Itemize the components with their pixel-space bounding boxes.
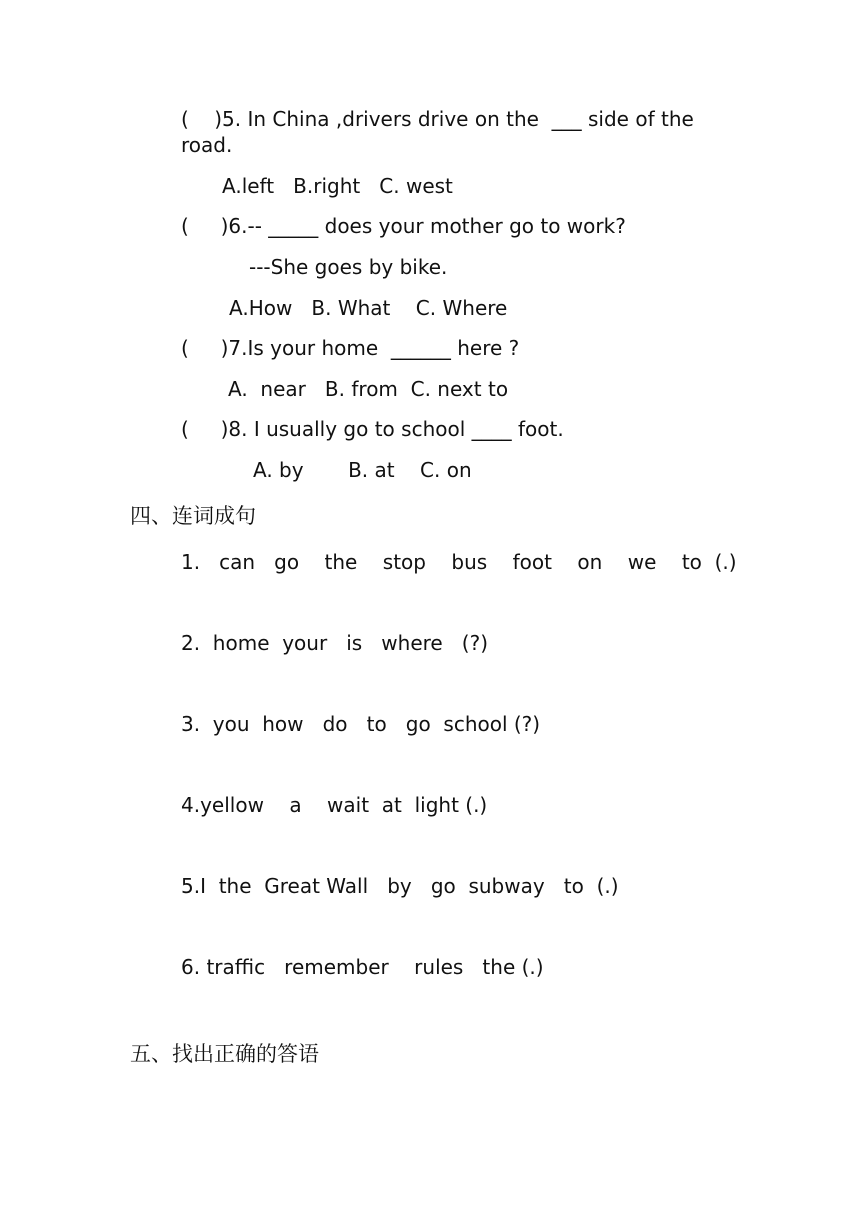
q8-options: A. by B. at C. on (253, 458, 472, 482)
s4-item-3: 3. you how do to go school (?) (181, 712, 541, 736)
q7-options: A. near B. from C. next to (228, 377, 509, 401)
s4-item-4: 4.yellow a wait at light (.) (181, 793, 488, 817)
s4-item-2: 2. home your is where (?) (181, 631, 489, 655)
q6-options: A.How B. What C. Where (229, 296, 508, 320)
q6-stem: ( )6.-- _____ does your mother go to work? (181, 214, 626, 238)
q7-stem: ( )7.Is your home ______ here ? (181, 336, 520, 360)
s4-item-5: 5.I the Great Wall by go subway to (.) (181, 874, 619, 898)
q8-stem: ( )8. I usually go to school ____ foot. (181, 417, 564, 441)
q5-options: A.left B.right C. west (222, 174, 453, 198)
q5-stem: ( )5. In China ,drivers drive on the ___ side of the (181, 107, 694, 131)
q5-stem-cont: road. (181, 133, 233, 157)
section5-heading: 五、找出正确的答语 (130, 1042, 319, 1066)
s4-item-1: 1. can go the stop bus foot on we to (.) (181, 550, 737, 574)
q6-answer: ---She goes by bike. (249, 255, 448, 279)
section4-heading: 四、连词成句 (130, 504, 256, 528)
s4-item-6: 6. traffic remember rules the (.) (181, 955, 544, 979)
